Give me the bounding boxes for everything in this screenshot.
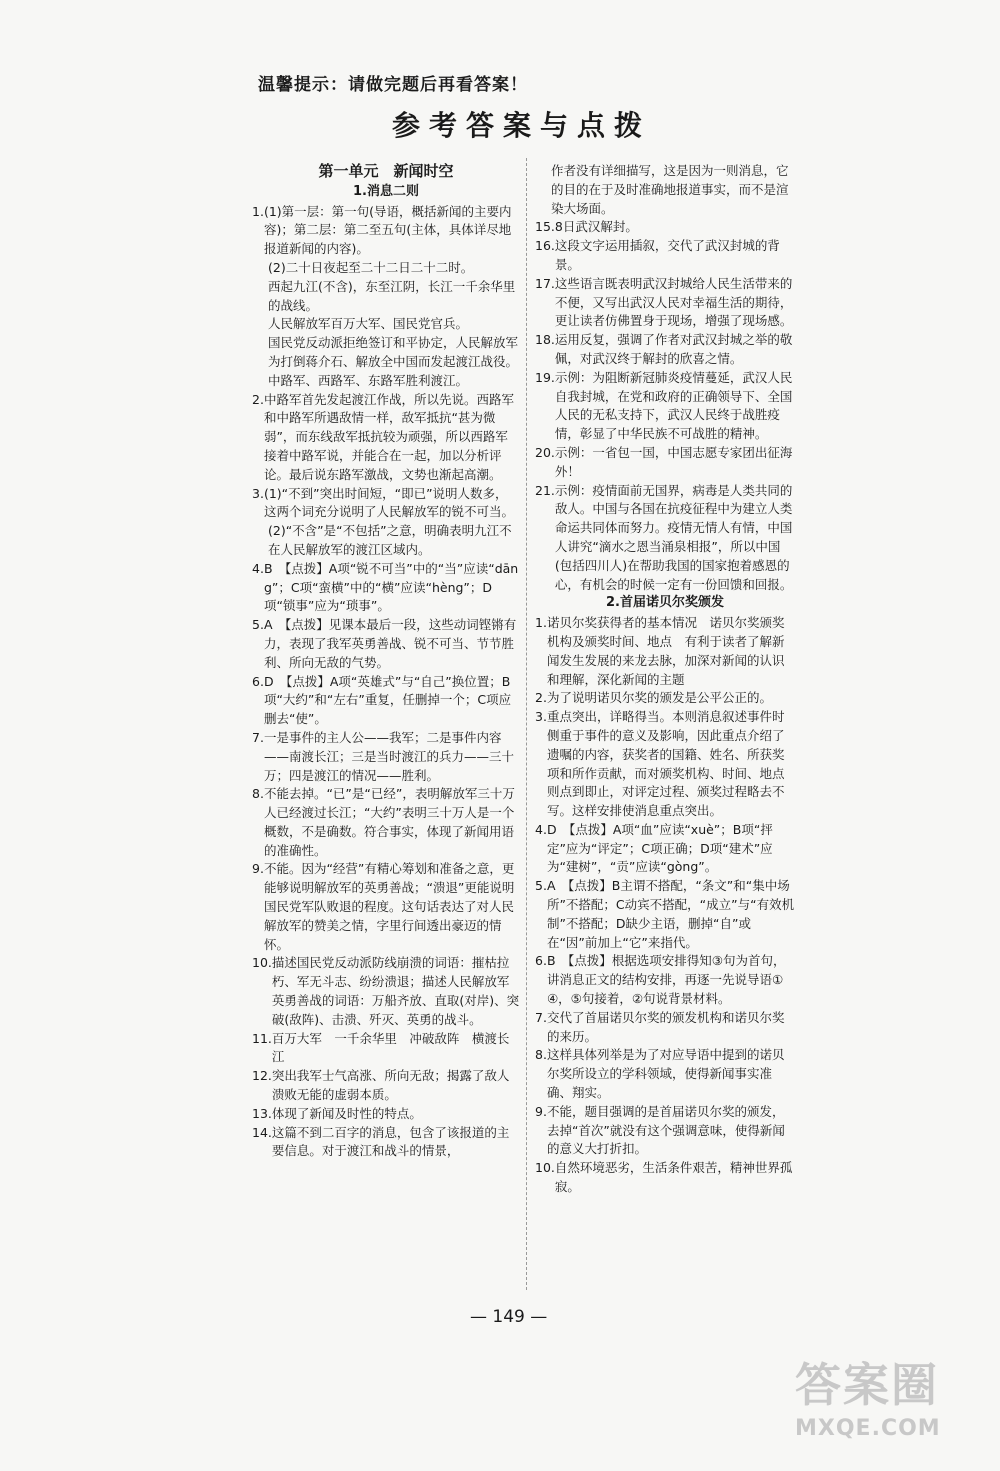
answer-number: 7. [252,729,264,745]
left-answer-list [252,203,520,1162]
column-divider [526,158,527,1290]
answer-item [252,954,520,1029]
answer-item [252,278,520,316]
answer-text: D 【点拨】A项“英雄式”与“自己”换位置；B项“大约”和“左右”重复，任删掉一个；C项应删去“使”。 [263,673,512,727]
answer-text: 中路军首先发起渡江作战，所以先说。西路军和中路军所遇敌情一样，敌军抵抗“甚为微弱”，而东线敌军抵抗较为顽强，所以西路军接着中路军说，并能合在一起，加以分析评论。最后说东路军激战，文势也渐起高潮。 [263,391,514,482]
answer-text: A 【点拨】见课本最后一段，这些动词铿锵有力，表现了我军英勇善战、锐不可当、节节胜利、所向无敌的气势。 [263,617,517,670]
answer-number: 5. [535,878,547,894]
answer-text: 运用反复，强调了作者对武汉封城之举的敬佩，对武汉终于解封的欣喜之情。 [554,332,793,366]
answer-number: 18. [535,332,555,348]
answer-item [252,391,520,485]
answer-item [535,821,795,877]
answer-item [535,952,795,1008]
answer-text: (2)二十日夜起至二十二日二十二时。 [268,259,474,275]
answer-number: 9. [252,861,264,877]
answer-number: 8. [252,786,264,802]
answer-item [252,860,520,954]
answer-text: 这篇不到二百字的消息，包含了该报道的主要信息。对于渡江和战斗的情景， [271,1124,510,1159]
answer-text: B 【点拨】A项“锐不可当”中的“当”应读“dāng”；C项“蛮横”中的“横”应读“hèng”；D项“锁事”应为“琐事”。 [263,560,519,614]
answer-item [252,673,520,729]
page-title: 参考答案与点拨 [392,109,652,142]
answer-item [252,522,520,560]
answer-text: 百万大军 一千余华里 冲破敌阵 横渡长江 [271,1030,510,1065]
answer-item [535,1046,795,1102]
answer-text: 为了说明诺贝尔奖的颁发是公平公正的。 [546,690,772,706]
answer-text: 突出我军士气高涨、所向无敌；揭露了敌人溃败无能的虚弱本质。 [271,1068,510,1103]
answer-item [252,560,520,616]
answer-text: D 【点拨】A项“血”应读“xuè”；B项“抨定”应为“评定”；C项正确；D项“建术”应为“建树”，“贡”应读“gòng”。 [546,821,773,875]
answer-text: 重点突出，详略得当。本则消息叙述事件时侧重于事件的意义及影响，因此重点介绍了遗嘱的内容，获奖者的国籍、姓名、所获奖项和所作贡献，而对颁奖机构、时间、地点则点到即止，对评定过程、颁奖过程略去不写。这样安排使消息重点突出。 [546,709,785,819]
answer-number: 13. [252,1105,272,1121]
answer-number: 21. [535,482,555,498]
answer-item [535,369,795,444]
answer-text: 示例：疫情面前无国界，病毒是人类共同的敌人。中国与各国在抗疫征程中为建立人类命运共同体而努力。疫情无情人有情，中国人讲究“滴水之恩当涌泉相报”，所以中国(包括四川人)在帮助我国的国家抱着感恩的心，有机会的时候一定有一份回馈和回报。 [554,482,793,592]
page-number: — 149 — [470,1307,548,1327]
answer-number: 10. [252,955,272,971]
answer-number: 9. [535,1103,547,1119]
answer-item [535,614,795,689]
answer-item [535,708,795,821]
answer-item [535,482,795,595]
answer-item [535,1159,795,1197]
answer-item [535,877,795,952]
answer-number: 2. [252,391,264,407]
answer-text: 示例：为阻断新冠肺炎疫情蔓延，武汉人民自我封城，在党和政府的正确领导下、全国人民的无私支持下，武汉人民终于战胜疫情，彰显了中华民族不可战胜的精神。 [554,369,793,442]
answer-text: A 【点拨】B主谓不搭配，“条文”和“集中场所”不搭配；C动宾不搭配，“成立”与“有效机制”不搭配；D缺少主语，删掉“自”或在“因”前加上“它”来指代。 [546,878,795,950]
answer-text: (1)“不到”突出时间短，“即已”说明人数多，这两个词充分说明了人民解放军的锐不可当。 [263,485,514,520]
answer-item [252,1067,520,1105]
right-answer-list-b [535,614,795,1197]
answer-item [252,616,520,672]
answer-item [252,1030,520,1068]
answer-item [252,485,520,523]
unit-heading: 第一单元 新闻时空 [318,162,454,180]
answer-text: 自然环境恶劣，生活条件艰苦，精神世界孤寂。 [554,1160,793,1195]
right-column [535,162,795,1197]
watermark-logo [795,1355,980,1465]
answer-item [535,331,795,369]
answer-item [252,729,520,785]
answer-item [252,785,520,860]
answer-number: 8. [535,1047,547,1063]
answer-item [535,1103,795,1159]
answer-text: 中路军、西路军、东路军胜利渡江。 [268,372,469,388]
answer-item [252,372,520,391]
answer-text: B 【点拨】根据选项安排得知③句为首句，讲消息正文的结构安排，再逐一先说导语①④，⑤句接着，②句说背景材料。 [546,953,786,1007]
answer-item [535,444,795,482]
answer-number: 12. [252,1068,272,1084]
watermark-sub: MXQE.COM [795,1416,941,1441]
answer-item [535,1009,795,1047]
answer-number: 1. [252,203,264,219]
answer-text: 描述国民党反动派防线崩溃的词语：摧枯拉朽、军无斗志、纷纷溃退；描述人民解放军英勇善战的词语：万船齐放、直取(对岸)、突破(敌阵)、击溃、歼灭、英勇的战斗。 [271,955,520,1027]
answer-item [252,259,520,278]
answer-text: 这段文字运用插叙，交代了武汉封城的背景。 [554,238,780,272]
answer-item [252,1105,520,1124]
answer-number: 20. [535,444,555,460]
answer-number: 6. [535,953,547,969]
answer-item [535,218,795,237]
left-column [252,162,520,1161]
watermark-main: 答案圈 [795,1358,939,1412]
answer-text: 8日武汉解封。 [554,219,638,235]
section-heading-2: 2.首届诺贝尔奖颁发 [606,595,724,611]
answer-text: 作者没有详细描写，这是因为一则消息，它的目的在于及时准确地报道事实，而不是渲染大场面。 [551,163,789,216]
answer-text: 不能去掉。“已”是“已经”，表明解放军三十万人已经渡过长江；“大约”表明三十万人是一个概数，不是确数。符合事实，体现了新闻用语的准确性。 [263,786,515,858]
answer-text: (2)“不含”是“不包括”之意，明确表明九江不在人民解放军的渡江区域内。 [268,523,512,557]
answer-item [252,203,520,259]
right-answer-list-a [535,162,795,594]
answer-text: 一是事件的主人公——我军；二是事件内容——南渡长江；三是当时渡江的兵力——三十万；四是渡江的情况——胜利。 [263,729,514,783]
answer-number: 14. [252,1124,272,1140]
reminder-tip: 温馨提示：请做完题后再看答案！ [258,75,528,95]
answer-number: 16. [535,238,555,254]
answer-number: 5. [252,617,264,633]
answer-item [535,162,795,218]
answer-number: 4. [252,560,264,576]
answer-number: 7. [535,1009,547,1025]
answer-number: 3. [252,485,264,501]
answer-item [252,1124,520,1162]
section-heading-1: 1.消息二则 [353,183,419,199]
answer-number: 2. [535,690,547,706]
answer-text: (1)第一层：第一句(导语，概括新闻的主要内容)；第二层：第二至五句(主体，具体详尽地报道新闻的内容)。 [263,203,512,257]
answer-number: 10. [535,1160,555,1176]
answer-text: 不能，题目强调的是首届诺贝尔奖的颁发，去掉“首次”就没有这个强调意味，使得新闻的意义大打折扣。 [546,1103,785,1157]
answer-text: 国民党反动派拒绝签订和平协定，人民解放军为打倒蒋介石、解放全中国而发起渡江战役。 [268,335,519,369]
answer-number: 3. [535,709,547,725]
answer-text: 体现了新闻及时性的特点。 [271,1105,422,1121]
answer-item [252,334,520,372]
answer-text: 人民解放军百万大军、国民党官兵。 [268,316,469,332]
answer-text: 西起九江(不含)，东至江阴，长江一千余华里的战线。 [268,278,516,313]
answer-number: 6. [252,673,264,689]
answer-number: 11. [252,1030,272,1046]
answer-item [535,275,795,331]
answer-text: 不能。因为“经营”有精心筹划和准备之意，更能够说明解放军的英勇善战；“溃退”更能说明国民党军队败退的程度。这句话表达了对人民解放军的赞美之情，字里行间透出豪迈的情怀。 [263,861,515,952]
answer-number: 17. [535,275,555,291]
answer-text: 示例：一省包一国，中国志愿专家团出征海外！ [554,444,793,479]
answer-text: 这些语言既表明武汉封城给人民生活带来的不便，又写出武汉人民对幸福生活的期待，更让读者仿佛置身于现场，增强了现场感。 [554,275,793,329]
answer-item [535,689,795,708]
answer-number: 19. [535,369,555,385]
answer-item [535,237,795,275]
answer-text: 诺贝尔奖获得者的基本情况 诺贝尔奖颁奖机构及颁奖时间、地点 有利于读者了解新闻发生发展的来龙去脉，加深对新闻的认识和理解，深化新闻的主题 [546,615,785,687]
answer-number: 15. [535,219,555,235]
answer-number: 4. [535,821,547,837]
answer-item [252,315,520,334]
answer-text: 这样具体列举是为了对应导语中提到的诺贝尔奖所设立的学科领域，使得新闻事实准确、翔实。 [546,1047,785,1101]
answer-text: 交代了首届诺贝尔奖的颁发机构和诺贝尔奖的来历。 [546,1009,785,1044]
answer-number: 1. [535,615,547,631]
